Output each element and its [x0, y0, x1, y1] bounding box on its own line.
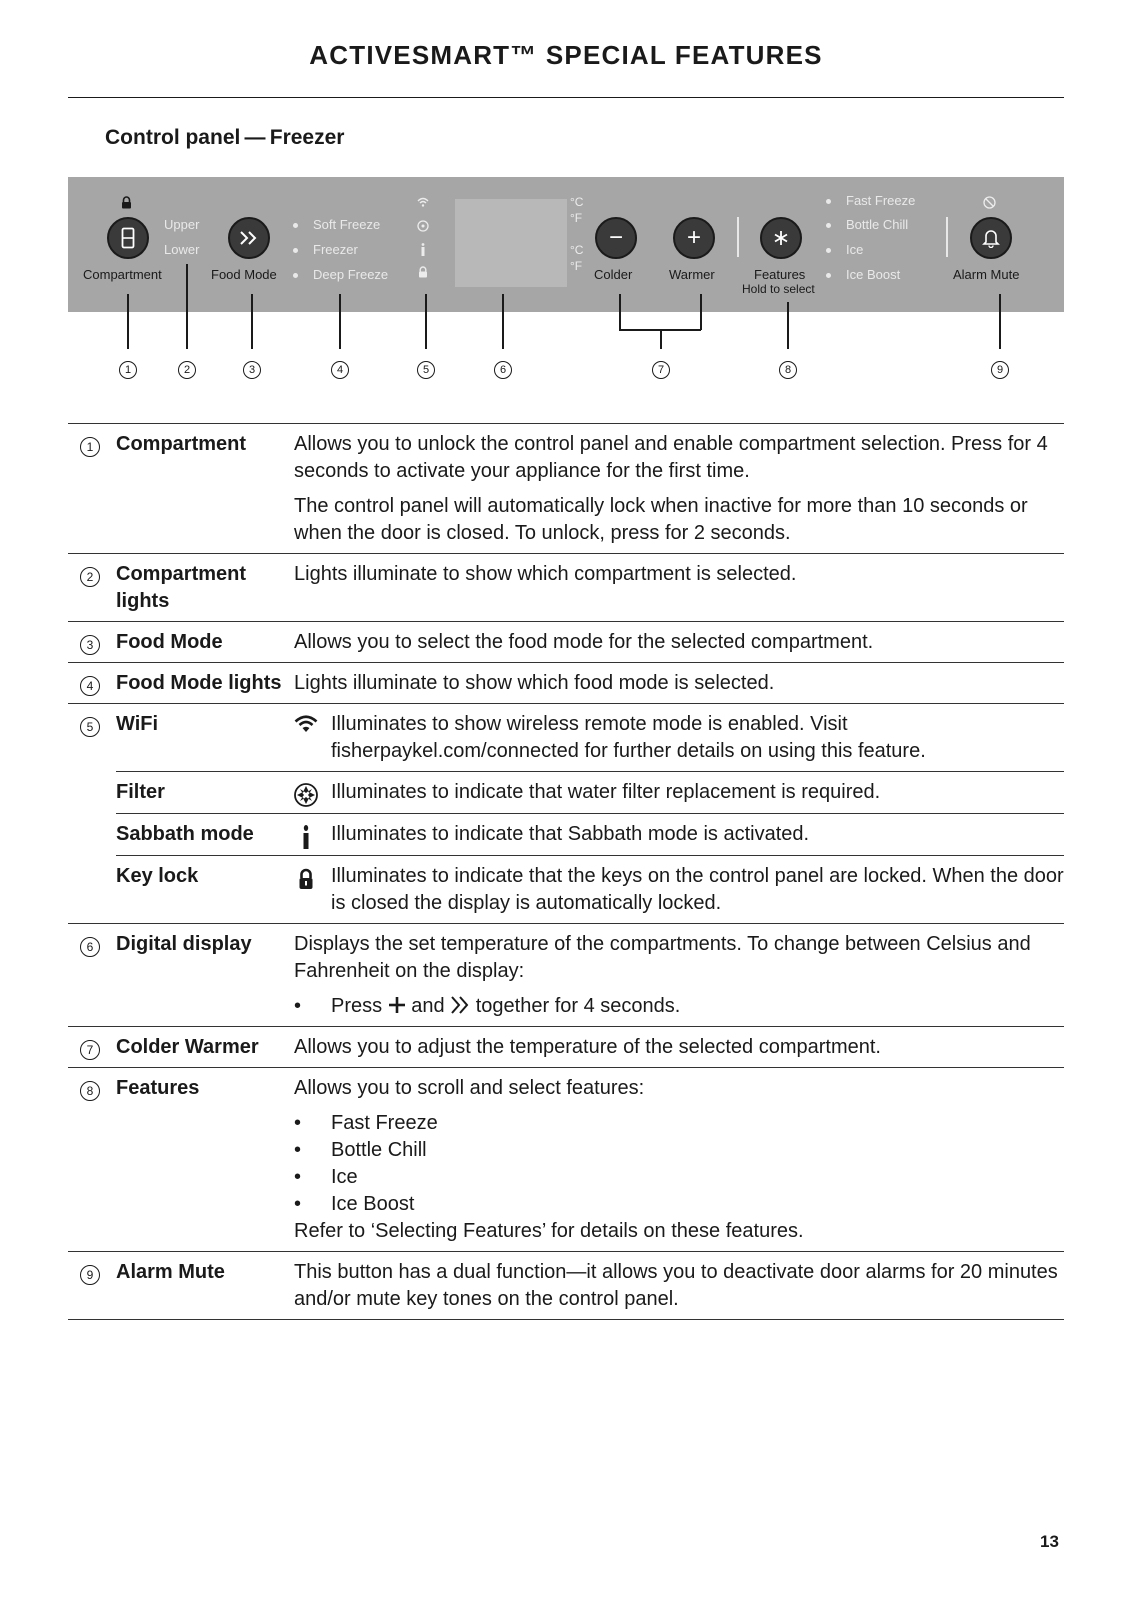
row-number: 7 — [80, 1040, 100, 1060]
table-row — [68, 423, 1064, 553]
feature-description — [294, 704, 1064, 771]
food-mode-label: Food Mode — [211, 267, 277, 282]
temp-unit: °F — [570, 259, 583, 273]
description-text: Allows you to adjust the temperature of the selected compartment. — [294, 1036, 881, 1058]
page-number: 13 — [1040, 1532, 1059, 1551]
sabbath-indicator-icon — [420, 243, 426, 256]
features-button[interactable] — [760, 217, 802, 259]
callout-number: 3 — [243, 361, 261, 379]
page-title: ACTIVESMART™ SPECIAL FEATURES — [309, 40, 823, 70]
feature-name: Compartment — [116, 433, 247, 455]
description-text: The control panel will automatically lock when inactive for more than 10 seconds or when the door is closed. To unlock, press for 2 seconds. — [294, 495, 1028, 544]
filter-icon — [294, 779, 331, 807]
bullet-item — [294, 993, 1064, 1020]
feature-description — [294, 924, 1064, 1026]
table-row — [68, 662, 1064, 703]
plus-icon — [388, 996, 406, 1014]
callout-number: 1 — [119, 361, 137, 379]
wifi-indicator-icon — [417, 197, 429, 207]
bullet-text: Ice — [331, 1166, 358, 1188]
feature-description — [294, 772, 1064, 813]
row-number-cell — [68, 1027, 116, 1067]
control-panel — [68, 177, 1064, 312]
feature-dot — [826, 273, 831, 278]
table-row — [116, 771, 1064, 813]
row-number: 6 — [80, 937, 100, 957]
bullet-text: Ice Boost — [331, 1193, 415, 1215]
callout-number: 5 — [417, 361, 435, 379]
feature-description — [294, 663, 1064, 703]
description-text: This button has a dual function—it allows you to deactivate door alarms for 20 minutes and/or mute key tones on the control panel. — [294, 1261, 1058, 1310]
section-title: Control panel — Freezer — [105, 126, 345, 149]
feature-name: WiFi — [116, 713, 159, 735]
leader-line — [339, 294, 341, 349]
temp-unit: °F — [570, 211, 583, 225]
description-text: Illuminates to indicate that the keys on the control panel are locked. When the door is closed the display is automatically locked. — [331, 865, 1064, 914]
feature-description — [294, 622, 1064, 662]
leader-line — [619, 294, 621, 330]
description-text: Lights illuminate to show which food mode is selected. — [294, 672, 775, 694]
description-text: Displays the set temperature of the compartments. To change between Celsius and Fahrenheit on the display: — [294, 933, 1031, 982]
row-number: 8 — [80, 1081, 100, 1101]
row-number-cell — [68, 1252, 116, 1319]
temp-unit: °C — [570, 195, 584, 209]
row-number-cell — [68, 622, 116, 662]
description-text: Illuminates to show wireless remote mode is enabled. Visit fisherpaykel.com/connected for further details on using this feature. — [331, 713, 926, 762]
bullet-item: • Bottle Chill — [294, 1137, 1064, 1164]
feature-name: Filter — [116, 781, 165, 803]
feature-name: Food Mode lights — [116, 672, 282, 694]
warmer-button[interactable]: + — [673, 217, 715, 259]
feature-name: Sabbath mode — [116, 823, 254, 845]
feature-light-label: Ice — [846, 242, 864, 257]
mute-indicator-icon — [983, 196, 996, 209]
row-number-cell — [68, 663, 116, 703]
feature-name: Compartment lights — [116, 563, 247, 612]
feature-description — [294, 1252, 1064, 1319]
sabbath-candle-icon — [294, 821, 331, 849]
feature-dot — [826, 248, 831, 253]
table-row — [116, 813, 1064, 855]
feature-dot — [826, 199, 831, 204]
features-hint: Hold to select — [742, 282, 815, 296]
feature-description — [294, 554, 1064, 621]
row-number: 3 — [80, 635, 100, 655]
food-mode-light-label: Deep Freeze — [313, 267, 389, 282]
feature-name: Features — [116, 1077, 200, 1099]
feature-dot — [826, 223, 831, 228]
table-row — [68, 553, 1064, 621]
key-lock-indicator-icon — [418, 266, 428, 278]
table-row — [116, 855, 1064, 923]
bullet-text: Press — [331, 995, 383, 1017]
callout-number: 2 — [178, 361, 196, 379]
bullet-text: Fast Freeze — [331, 1112, 438, 1134]
table-row — [68, 1251, 1064, 1320]
bell-icon — [982, 228, 1000, 248]
leader-line — [127, 294, 129, 349]
upper-light-label: Upper — [164, 217, 200, 232]
description-text: Allows you to unlock the control panel and enable compartment selection. Press for 4 seconds to activate your appliance for the first time. — [294, 433, 1048, 482]
leader-line — [999, 294, 1001, 349]
food-mode-light-label: Soft Freeze — [313, 217, 381, 232]
bullet-text: together for 4 seconds. — [475, 995, 681, 1017]
warmer-label: Warmer — [669, 267, 715, 282]
row-number: 1 — [80, 437, 100, 457]
feature-description — [294, 814, 1064, 855]
table-row — [68, 703, 1064, 771]
wifi-icon — [294, 711, 331, 765]
row-number-cell — [68, 1068, 116, 1251]
alarm-mute-button[interactable] — [970, 217, 1012, 259]
double-chevron-icon — [450, 996, 470, 1014]
row-number: 2 — [80, 567, 100, 587]
table-row — [68, 923, 1064, 1026]
feature-name: Digital display — [116, 933, 252, 955]
food-mode-dot — [293, 223, 298, 228]
table-row — [68, 1026, 1064, 1067]
bullet-item: • Ice Boost — [294, 1191, 1064, 1218]
feature-light-label: Ice Boost — [846, 267, 901, 282]
callout-number: 6 — [494, 361, 512, 379]
row-number-cell — [68, 704, 116, 771]
row-number: 4 — [80, 676, 100, 696]
lower-light-label: Lower — [164, 242, 200, 257]
feature-light-label: Bottle Chill — [846, 217, 909, 232]
panel-separator — [737, 217, 739, 257]
bullet-item: • Fast Freeze — [294, 1110, 1064, 1137]
row-number: 9 — [80, 1265, 100, 1285]
alarm-mute-label: Alarm Mute — [953, 267, 1020, 282]
callout-number: 8 — [779, 361, 797, 379]
colder-label: Colder — [594, 267, 633, 282]
feature-description — [294, 856, 1064, 923]
leader-line — [700, 294, 702, 330]
bullet-item: • Ice — [294, 1164, 1064, 1191]
description-text: Illuminates to indicate that water filter replacement is required. — [331, 781, 881, 803]
table-row — [68, 621, 1064, 662]
food-mode-dot — [293, 248, 298, 253]
description-text: Allows you to select the food mode for the selected compartment. — [294, 631, 874, 653]
bullet-text: and — [411, 995, 445, 1017]
table-row — [68, 1067, 1064, 1251]
compartment-icon — [121, 227, 135, 249]
feature-name: Colder Warmer — [116, 1036, 259, 1058]
compartment-button[interactable] — [107, 217, 149, 259]
lock-icon — [294, 863, 331, 917]
row-number-cell — [68, 424, 116, 553]
feature-table — [68, 423, 1064, 1320]
feature-name: Key lock — [116, 865, 199, 887]
callout-number: 7 — [652, 361, 670, 379]
panel-separator — [946, 217, 948, 257]
leader-line — [660, 329, 662, 349]
leader-line — [425, 294, 427, 349]
feature-name: Food Mode — [116, 631, 223, 653]
leader-line — [251, 294, 253, 349]
double-chevron-icon — [238, 230, 260, 246]
callout-number: 4 — [331, 361, 349, 379]
row-number: 5 — [80, 717, 100, 737]
asterisk-icon — [772, 229, 790, 247]
feature-description — [294, 424, 1064, 553]
feature-name: Alarm Mute — [116, 1261, 225, 1283]
description-text: Illuminates to indicate that Sabbath mode is activated. — [331, 823, 810, 845]
leader-line — [186, 264, 188, 349]
leader-line — [502, 294, 504, 349]
temp-unit: °C — [570, 243, 584, 257]
row-number-cell — [68, 554, 116, 621]
feature-light-label: Fast Freeze — [846, 193, 916, 208]
description-text: Allows you to scroll and select features: — [294, 1077, 645, 1099]
bullet-mark: • — [294, 995, 302, 1017]
bullet-text: Bottle Chill — [331, 1139, 427, 1161]
food-mode-light-label: Freezer — [313, 242, 358, 257]
digital-display — [455, 199, 567, 287]
colder-button[interactable]: − — [595, 217, 637, 259]
filter-indicator-icon — [417, 220, 429, 232]
food-mode-button[interactable] — [228, 217, 270, 259]
features-label: Features — [754, 267, 806, 282]
feature-description — [294, 1027, 1064, 1067]
description-text: Refer to ‘Selecting Features’ for details on these features. — [294, 1220, 804, 1242]
lock-icon — [121, 196, 132, 209]
leader-line — [787, 302, 789, 349]
callout-number: 9 — [991, 361, 1009, 379]
row-number-cell — [68, 924, 116, 1026]
feature-description — [294, 1068, 1064, 1251]
compartment-label: Compartment — [83, 267, 162, 282]
description-text: Lights illuminate to show which compartment is selected. — [294, 563, 797, 585]
food-mode-dot — [293, 273, 298, 278]
title-divider — [68, 97, 1064, 98]
